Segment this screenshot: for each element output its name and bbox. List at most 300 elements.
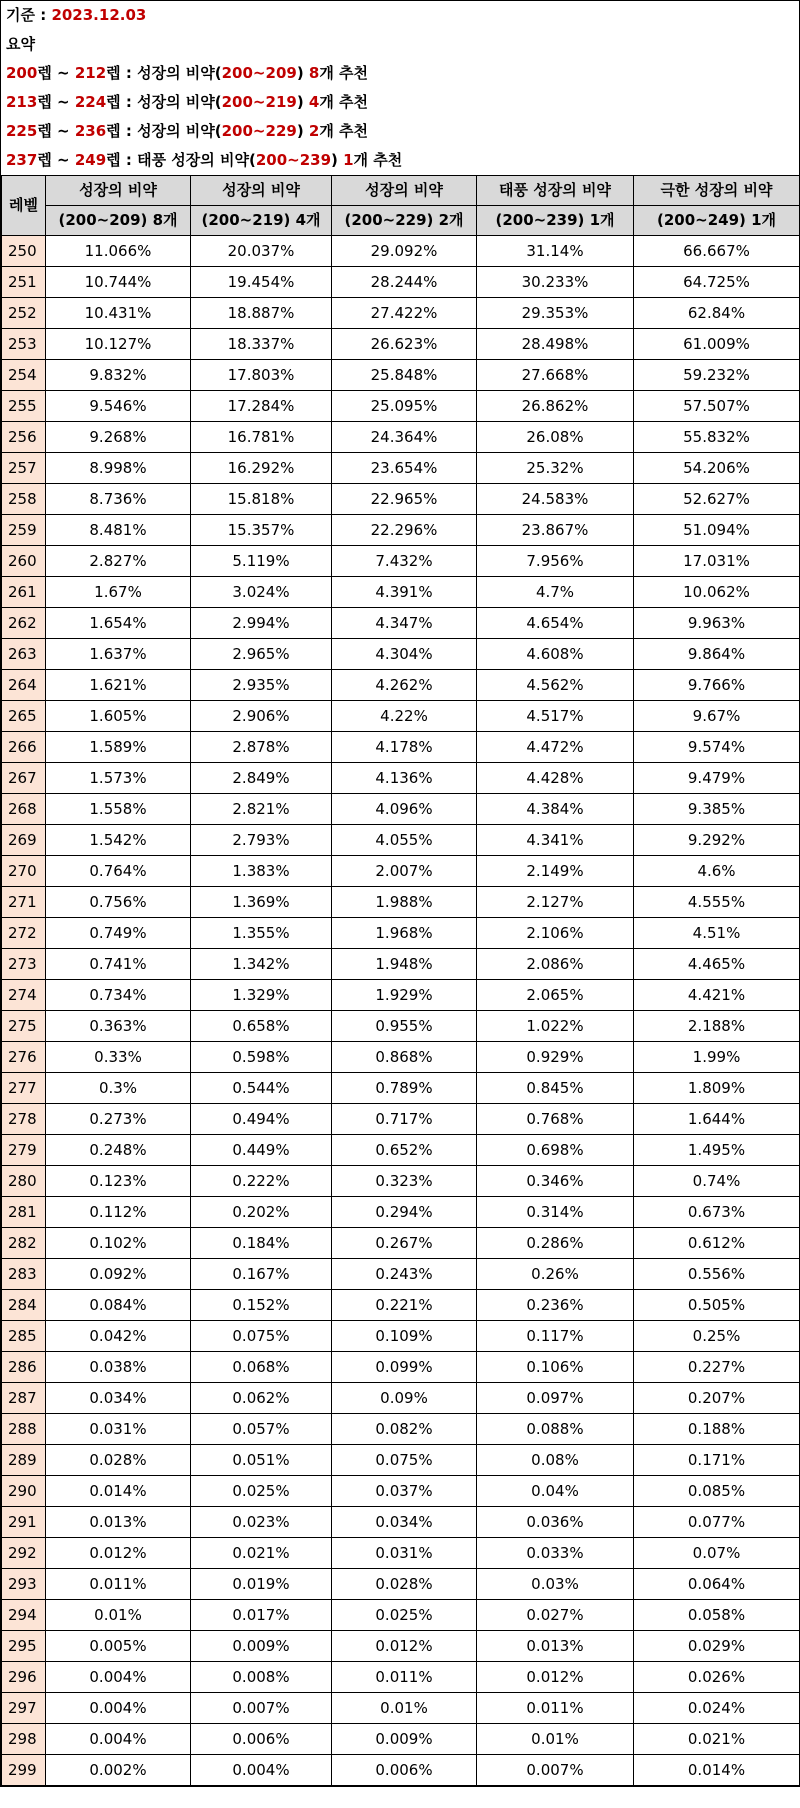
probability-cell: 1.558% [46, 794, 191, 825]
level-cell: 251 [2, 267, 46, 298]
level-cell: 250 [2, 236, 46, 267]
probability-cell: 18.887% [191, 298, 332, 329]
probability-cell: 31.14% [477, 236, 634, 267]
probability-cell: 0.314% [477, 1197, 634, 1228]
base-date-label: 기준 : [6, 6, 52, 24]
recommend-suffix: 개 추천 [319, 64, 369, 82]
level-unit: 렙 [37, 151, 52, 169]
probability-cell: 9.479% [634, 763, 800, 794]
probability-cell: 0.01% [332, 1693, 477, 1724]
level-cell: 295 [2, 1631, 46, 1662]
probability-cell: 9.766% [634, 670, 800, 701]
probability-cell: 2.821% [191, 794, 332, 825]
probability-cell: 4.517% [477, 701, 634, 732]
probability-cell: 0.075% [191, 1321, 332, 1352]
probability-cell: 28.498% [477, 329, 634, 360]
table-row [2, 1569, 800, 1600]
probability-cell: 0.207% [634, 1383, 800, 1414]
table-row [2, 1476, 800, 1507]
probability-cell: 2.127% [477, 887, 634, 918]
probability-cell: 26.623% [332, 329, 477, 360]
probability-cell: 1.809% [634, 1073, 800, 1104]
summary-line [1, 117, 799, 146]
probability-cell: 0.167% [191, 1259, 332, 1290]
recommend-count: 8 [308, 64, 320, 82]
recommend-suffix: 개 추천 [353, 151, 403, 169]
probability-cell: 0.3% [46, 1073, 191, 1104]
level-cell: 291 [2, 1507, 46, 1538]
level-cell: 265 [2, 701, 46, 732]
level-cell: 279 [2, 1135, 46, 1166]
probability-cell: 3.024% [191, 577, 332, 608]
probability-cell: 1.329% [191, 980, 332, 1011]
probability-cell: 66.667% [634, 236, 800, 267]
table-row [2, 763, 800, 794]
item-range: 200~219 [221, 93, 297, 111]
probability-cell: 29.353% [477, 298, 634, 329]
item-close: ) [296, 122, 309, 140]
level-cell: 260 [2, 546, 46, 577]
probability-cell: 1.573% [46, 763, 191, 794]
level-to: 224 [74, 93, 107, 111]
probability-cell: 9.268% [46, 422, 191, 453]
probability-cell: 8.481% [46, 515, 191, 546]
table-row [2, 453, 800, 484]
probability-cell: 2.149% [477, 856, 634, 887]
probability-cell: 0.057% [191, 1414, 332, 1445]
header-row-sub [2, 206, 800, 236]
table-row [2, 1197, 800, 1228]
probability-cell: 0.184% [191, 1228, 332, 1259]
level-from: 237 [6, 151, 38, 169]
probability-cell: 0.028% [332, 1569, 477, 1600]
probability-cell: 0.013% [477, 1631, 634, 1662]
probability-cell: 1.542% [46, 825, 191, 856]
probability-cell: 22.965% [332, 484, 477, 515]
probability-cell: 0.012% [332, 1631, 477, 1662]
probability-cell: 0.077% [634, 1507, 800, 1538]
table-row [2, 1104, 800, 1135]
probability-cell: 0.031% [332, 1538, 477, 1569]
probability-cell: 0.099% [332, 1352, 477, 1383]
header-row-top [2, 176, 800, 206]
level-cell: 271 [2, 887, 46, 918]
level-unit: 렙 [37, 93, 52, 111]
level-cell: 284 [2, 1290, 46, 1321]
probability-cell: 9.546% [46, 391, 191, 422]
probability-cell: 0.929% [477, 1042, 634, 1073]
level-cell: 252 [2, 298, 46, 329]
probability-cell: 1.495% [634, 1135, 800, 1166]
probability-cell: 9.832% [46, 360, 191, 391]
probability-cell: 9.574% [634, 732, 800, 763]
probability-cell: 4.262% [332, 670, 477, 701]
probability-cell: 4.22% [332, 701, 477, 732]
probability-cell: 0.294% [332, 1197, 477, 1228]
probability-cell: 0.021% [634, 1724, 800, 1755]
colon: : [120, 122, 138, 140]
probability-cell: 27.668% [477, 360, 634, 391]
probability-cell: 0.027% [477, 1600, 634, 1631]
column-header-name: 성장의 비약 [332, 176, 477, 206]
probability-cell: 24.364% [332, 422, 477, 453]
probability-cell: 11.066% [46, 236, 191, 267]
column-header-name: 태풍 성장의 비약 [477, 176, 634, 206]
level-cell: 262 [2, 608, 46, 639]
table-row [2, 1414, 800, 1445]
table-row [2, 1507, 800, 1538]
probability-cell: 10.127% [46, 329, 191, 360]
probability-cell: 25.095% [332, 391, 477, 422]
probability-cell: 0.01% [46, 1600, 191, 1631]
probability-cell: 4.136% [332, 763, 477, 794]
probability-cell: 0.062% [191, 1383, 332, 1414]
level-cell: 294 [2, 1600, 46, 1631]
table-row [2, 608, 800, 639]
base-date-value: 2023.12.03 [51, 6, 147, 24]
table-row [2, 1042, 800, 1073]
probability-cell: 0.117% [477, 1321, 634, 1352]
probability-cell: 0.021% [191, 1538, 332, 1569]
level-cell: 296 [2, 1662, 46, 1693]
column-header-name: 성장의 비약 [191, 176, 332, 206]
probability-cell: 2.906% [191, 701, 332, 732]
level-cell: 261 [2, 577, 46, 608]
probability-cell: 0.031% [46, 1414, 191, 1445]
probability-cell: 0.248% [46, 1135, 191, 1166]
probability-cell: 5.119% [191, 546, 332, 577]
probability-cell: 0.749% [46, 918, 191, 949]
probability-cell: 0.26% [477, 1259, 634, 1290]
probability-cell: 0.612% [634, 1228, 800, 1259]
probability-cell: 0.011% [332, 1662, 477, 1693]
probability-cell: 2.007% [332, 856, 477, 887]
column-header-sub: (200~219) 4개 [191, 206, 332, 236]
level-unit: 렙 [106, 122, 121, 140]
level-cell: 255 [2, 391, 46, 422]
probability-cell: 0.698% [477, 1135, 634, 1166]
summary-line [1, 146, 799, 175]
probability-cell: 2.106% [477, 918, 634, 949]
table-row [2, 918, 800, 949]
probability-cell: 2.965% [191, 639, 332, 670]
probability-cell: 29.092% [332, 236, 477, 267]
level-from: 200 [6, 64, 38, 82]
probability-cell: 0.741% [46, 949, 191, 980]
level-cell: 266 [2, 732, 46, 763]
level-header: 레벨 [2, 176, 46, 236]
probability-cell: 0.273% [46, 1104, 191, 1135]
probability-cell: 0.03% [477, 1569, 634, 1600]
probability-cell: 0.544% [191, 1073, 332, 1104]
probability-cell: 1.383% [191, 856, 332, 887]
colon: : [120, 151, 138, 169]
probability-cell: 0.036% [477, 1507, 634, 1538]
probability-cell: 9.385% [634, 794, 800, 825]
probability-cell: 0.33% [46, 1042, 191, 1073]
probability-cell: 0.734% [46, 980, 191, 1011]
level-cell: 277 [2, 1073, 46, 1104]
probability-cell: 7.956% [477, 546, 634, 577]
probability-cell: 0.04% [477, 1476, 634, 1507]
probability-cell: 0.658% [191, 1011, 332, 1042]
probability-cell: 0.494% [191, 1104, 332, 1135]
probability-cell: 0.011% [477, 1693, 634, 1724]
probability-cell: 0.222% [191, 1166, 332, 1197]
probability-cell: 0.449% [191, 1135, 332, 1166]
item-range: 200~239 [255, 151, 332, 169]
table-row [2, 360, 800, 391]
probability-cell: 0.058% [634, 1600, 800, 1631]
probability-cell: 16.781% [191, 422, 332, 453]
probability-cell: 0.267% [332, 1228, 477, 1259]
probability-cell: 0.009% [191, 1631, 332, 1662]
probability-cell: 2.793% [191, 825, 332, 856]
probability-cell: 27.422% [332, 298, 477, 329]
probability-cell: 0.038% [46, 1352, 191, 1383]
probability-cell: 0.171% [634, 1445, 800, 1476]
table-row [2, 1135, 800, 1166]
probability-cell: 0.097% [477, 1383, 634, 1414]
level-cell: 278 [2, 1104, 46, 1135]
probability-cell: 0.202% [191, 1197, 332, 1228]
range-separator: ~ [51, 151, 75, 169]
table-row [2, 1259, 800, 1290]
table-row [2, 329, 800, 360]
probability-cell: 17.031% [634, 546, 800, 577]
table-row [2, 1228, 800, 1259]
summary-line [1, 88, 799, 117]
probability-cell: 1.948% [332, 949, 477, 980]
table-row [2, 1662, 800, 1693]
table-row [2, 856, 800, 887]
probability-cell: 22.296% [332, 515, 477, 546]
level-cell: 283 [2, 1259, 46, 1290]
probability-cell: 9.292% [634, 825, 800, 856]
probability-cell: 0.789% [332, 1073, 477, 1104]
level-cell: 254 [2, 360, 46, 391]
probability-cell: 0.09% [332, 1383, 477, 1414]
table-row [2, 887, 800, 918]
level-cell: 299 [2, 1755, 46, 1786]
probability-cell: 0.014% [634, 1755, 800, 1786]
probability-cell: 4.51% [634, 918, 800, 949]
probability-cell: 59.232% [634, 360, 800, 391]
probability-cell: 0.006% [332, 1755, 477, 1786]
probability-cell: 4.421% [634, 980, 800, 1011]
probability-cell: 0.025% [191, 1476, 332, 1507]
column-header-sub: (200~249) 1개 [634, 206, 800, 236]
table-row [2, 515, 800, 546]
probability-cell: 8.736% [46, 484, 191, 515]
table-row [2, 670, 800, 701]
probability-cell: 0.505% [634, 1290, 800, 1321]
table-row [2, 298, 800, 329]
probability-cell: 0.011% [46, 1569, 191, 1600]
table-row [2, 577, 800, 608]
probability-cell: 0.004% [46, 1662, 191, 1693]
probability-cell: 9.864% [634, 639, 800, 670]
recommend-suffix: 개 추천 [319, 122, 369, 140]
table-row [2, 1538, 800, 1569]
probability-cell: 64.725% [634, 267, 800, 298]
level-cell: 290 [2, 1476, 46, 1507]
table-row [2, 1383, 800, 1414]
probability-cell: 0.009% [332, 1724, 477, 1755]
level-cell: 263 [2, 639, 46, 670]
probability-cell: 0.004% [46, 1724, 191, 1755]
item-name: 태풍 성장의 비약( [137, 151, 256, 169]
level-to: 212 [74, 64, 107, 82]
probability-cell: 0.017% [191, 1600, 332, 1631]
level-unit: 렙 [37, 122, 52, 140]
probability-cell: 4.304% [332, 639, 477, 670]
probability-cell: 0.112% [46, 1197, 191, 1228]
probability-cell: 0.042% [46, 1321, 191, 1352]
table-row [2, 1166, 800, 1197]
probability-cell: 0.01% [477, 1724, 634, 1755]
table-row [2, 825, 800, 856]
item-name: 성장의 비약( [137, 122, 222, 140]
probability-cell: 25.848% [332, 360, 477, 391]
table-row [2, 484, 800, 515]
probability-cell: 0.764% [46, 856, 191, 887]
probability-cell: 0.075% [332, 1445, 477, 1476]
probability-cell: 30.233% [477, 267, 634, 298]
probability-cell: 0.006% [191, 1724, 332, 1755]
probability-cell: 0.123% [46, 1166, 191, 1197]
recommend-count: 4 [308, 93, 320, 111]
table-row [2, 1290, 800, 1321]
probability-cell: 0.034% [332, 1507, 477, 1538]
table-row [2, 1011, 800, 1042]
item-range: 200~209 [221, 64, 297, 82]
level-cell: 293 [2, 1569, 46, 1600]
probability-cell: 0.004% [46, 1693, 191, 1724]
table-row [2, 639, 800, 670]
level-cell: 253 [2, 329, 46, 360]
probability-cell: 0.026% [634, 1662, 800, 1693]
level-cell: 297 [2, 1693, 46, 1724]
probability-cell: 0.768% [477, 1104, 634, 1135]
level-cell: 289 [2, 1445, 46, 1476]
item-range: 200~229 [221, 122, 297, 140]
probability-cell: 1.589% [46, 732, 191, 763]
level-cell: 264 [2, 670, 46, 701]
recommend-count: 2 [308, 122, 320, 140]
probability-cell: 51.094% [634, 515, 800, 546]
probability-cell: 15.818% [191, 484, 332, 515]
probability-cell: 1.342% [191, 949, 332, 980]
level-cell: 275 [2, 1011, 46, 1042]
probability-cell: 0.085% [634, 1476, 800, 1507]
probability-cell: 0.023% [191, 1507, 332, 1538]
probability-cell: 1.369% [191, 887, 332, 918]
probability-cell: 0.084% [46, 1290, 191, 1321]
level-cell: 274 [2, 980, 46, 1011]
probability-cell: 4.465% [634, 949, 800, 980]
probability-cell: 25.32% [477, 453, 634, 484]
level-cell: 269 [2, 825, 46, 856]
probability-cell: 0.102% [46, 1228, 191, 1259]
probability-cell: 0.07% [634, 1538, 800, 1569]
table-row [2, 794, 800, 825]
level-cell: 256 [2, 422, 46, 453]
probability-cell: 62.84% [634, 298, 800, 329]
table-row [2, 701, 800, 732]
probability-cell: 28.244% [332, 267, 477, 298]
probability-cell: 0.227% [634, 1352, 800, 1383]
probability-cell: 0.717% [332, 1104, 477, 1135]
probability-cell: 4.472% [477, 732, 634, 763]
probability-cell: 1.968% [332, 918, 477, 949]
level-to: 249 [74, 151, 107, 169]
probability-cell: 4.608% [477, 639, 634, 670]
probability-cell: 1.605% [46, 701, 191, 732]
range-separator: ~ [51, 93, 75, 111]
probability-cell: 0.019% [191, 1569, 332, 1600]
probability-cell: 61.009% [634, 329, 800, 360]
probability-cell: 1.644% [634, 1104, 800, 1135]
probability-cell: 2.188% [634, 1011, 800, 1042]
level-cell: 281 [2, 1197, 46, 1228]
probability-cell: 57.507% [634, 391, 800, 422]
level-cell: 259 [2, 515, 46, 546]
level-cell: 276 [2, 1042, 46, 1073]
level-to: 236 [74, 122, 107, 140]
probability-cell: 1.355% [191, 918, 332, 949]
table-row [2, 1321, 800, 1352]
probability-cell: 0.007% [477, 1755, 634, 1786]
probability-cell: 7.432% [332, 546, 477, 577]
item-close: ) [331, 151, 344, 169]
probability-cell: 23.867% [477, 515, 634, 546]
table-row [2, 1755, 800, 1786]
probability-cell: 0.756% [46, 887, 191, 918]
probability-cell: 0.064% [634, 1569, 800, 1600]
probability-cell: 0.005% [46, 1631, 191, 1662]
probability-cell: 2.935% [191, 670, 332, 701]
level-unit: 렙 [106, 64, 121, 82]
table-row [2, 546, 800, 577]
probability-cell: 8.998% [46, 453, 191, 484]
probability-cell: 0.08% [477, 1445, 634, 1476]
probability-cell: 0.068% [191, 1352, 332, 1383]
probability-cell: 0.034% [46, 1383, 191, 1414]
table-row [2, 422, 800, 453]
probability-cell: 0.106% [477, 1352, 634, 1383]
level-cell: 285 [2, 1321, 46, 1352]
probability-cell: 4.654% [477, 608, 634, 639]
base-date-row [1, 1, 799, 30]
column-header-sub: (200~209) 8개 [46, 206, 191, 236]
level-unit: 렙 [106, 93, 121, 111]
item-name: 성장의 비약( [137, 64, 222, 82]
column-header-name: 성장의 비약 [46, 176, 191, 206]
table-row [2, 732, 800, 763]
probability-cell: 0.082% [332, 1414, 477, 1445]
colon: : [120, 64, 138, 82]
level-cell: 292 [2, 1538, 46, 1569]
level-from: 225 [6, 122, 38, 140]
probability-cell: 0.013% [46, 1507, 191, 1538]
probability-cell: 0.152% [191, 1290, 332, 1321]
level-unit: 렙 [37, 64, 52, 82]
probability-cell: 19.454% [191, 267, 332, 298]
probability-cell: 0.74% [634, 1166, 800, 1197]
probability-cell: 0.008% [191, 1662, 332, 1693]
level-cell: 267 [2, 763, 46, 794]
